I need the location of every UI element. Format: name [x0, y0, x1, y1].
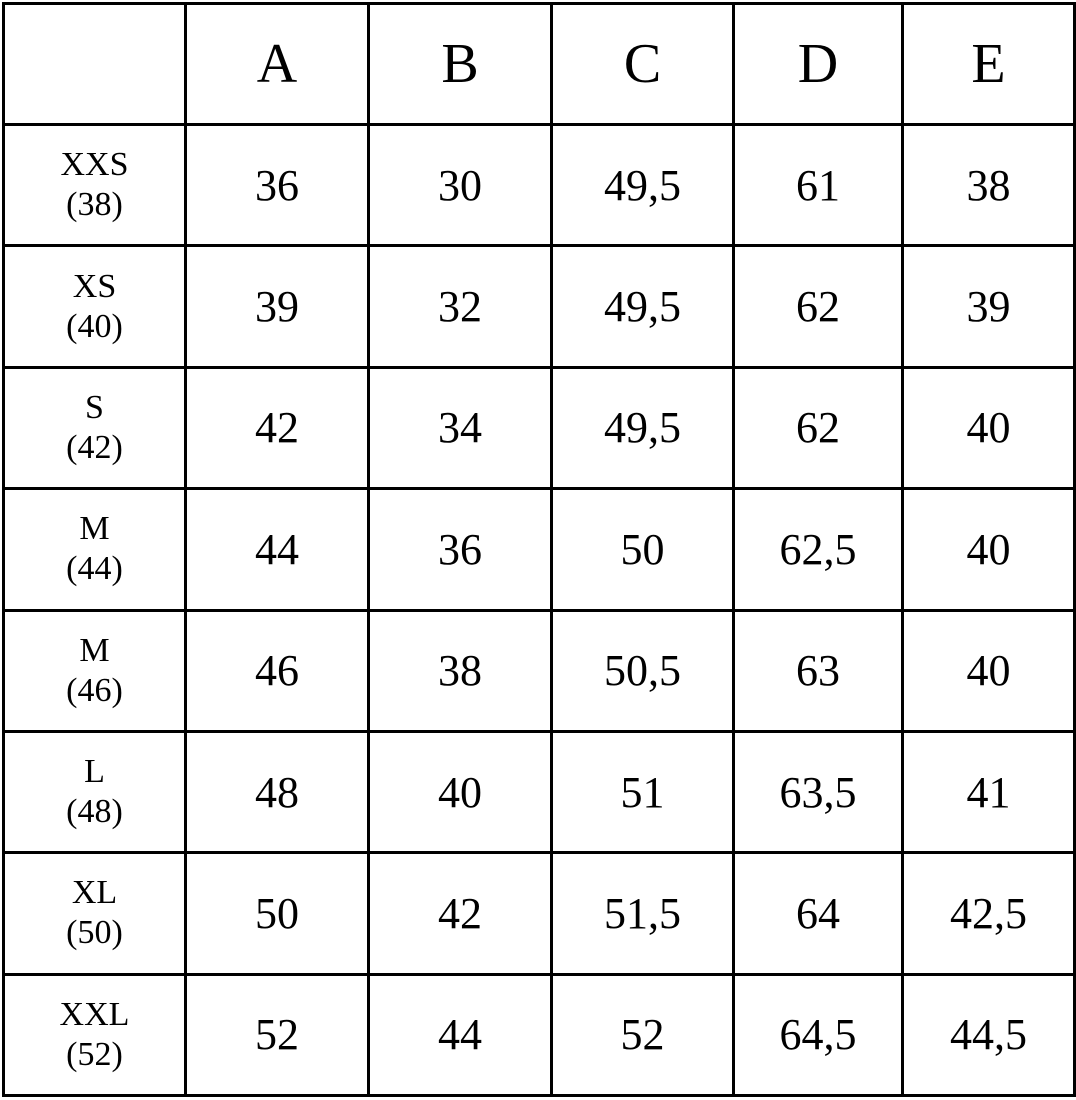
size-eu: (40) [66, 307, 123, 345]
size-label-cell [4, 246, 186, 367]
header-cell-e: E [903, 4, 1075, 125]
header-cell-a: A [186, 4, 369, 125]
value-cell-d: 64,5 [734, 974, 903, 1095]
value-cell-a: 44 [186, 489, 369, 610]
value-cell-c: 50,5 [552, 610, 734, 731]
size-eu: (48) [66, 793, 123, 831]
size-chart-table [2, 2, 1076, 1097]
size-name: M [79, 631, 110, 669]
size-name: XL [71, 874, 118, 912]
size-label-cell [4, 125, 186, 246]
value-cell-a: 42 [186, 367, 369, 488]
value-cell-a: 48 [186, 731, 369, 852]
value-cell-c: 51 [552, 731, 734, 852]
size-name: M [79, 510, 110, 548]
size-name: XXS [60, 146, 129, 184]
table-row [4, 610, 1075, 731]
value-cell-e: 40 [903, 610, 1075, 731]
value-cell-a: 36 [186, 125, 369, 246]
size-name: L [84, 753, 105, 791]
value-cell-c: 50 [552, 489, 734, 610]
size-eu: (50) [66, 914, 123, 952]
value-cell-c: 52 [552, 974, 734, 1095]
value-cell-c: 49,5 [552, 246, 734, 367]
size-label-cell [4, 731, 186, 852]
size-label-cell [4, 974, 186, 1095]
table-row [4, 125, 1075, 246]
value-cell-b: 44 [369, 974, 552, 1095]
size-label-cell [4, 489, 186, 610]
value-cell-e: 40 [903, 489, 1075, 610]
header-cell-c: C [552, 4, 734, 125]
value-cell-d: 63,5 [734, 731, 903, 852]
value-cell-e: 39 [903, 246, 1075, 367]
value-cell-b: 40 [369, 731, 552, 852]
table-row [4, 489, 1075, 610]
value-cell-c: 49,5 [552, 125, 734, 246]
header-cell-b: B [369, 4, 552, 125]
value-cell-b: 34 [369, 367, 552, 488]
value-cell-a: 52 [186, 974, 369, 1095]
size-eu: (52) [66, 1035, 123, 1073]
header-cell-corner [4, 4, 186, 125]
size-label-cell [4, 367, 186, 488]
table-row [4, 246, 1075, 367]
value-cell-e: 40 [903, 367, 1075, 488]
value-cell-a: 50 [186, 853, 369, 974]
value-cell-d: 63 [734, 610, 903, 731]
size-name: S [85, 388, 104, 426]
value-cell-b: 30 [369, 125, 552, 246]
header-row [4, 4, 1075, 125]
size-label-cell [4, 610, 186, 731]
value-cell-e: 38 [903, 125, 1075, 246]
value-cell-e: 41 [903, 731, 1075, 852]
value-cell-b: 36 [369, 489, 552, 610]
value-cell-a: 46 [186, 610, 369, 731]
value-cell-b: 38 [369, 610, 552, 731]
value-cell-a: 39 [186, 246, 369, 367]
size-name: XS [72, 267, 117, 305]
size-eu: (44) [66, 550, 123, 588]
size-name: XXL [59, 995, 130, 1033]
value-cell-e: 42,5 [903, 853, 1075, 974]
size-eu: (42) [66, 428, 123, 466]
value-cell-d: 62 [734, 246, 903, 367]
value-cell-e: 44,5 [903, 974, 1075, 1095]
size-eu: (38) [66, 186, 123, 224]
value-cell-d: 64 [734, 853, 903, 974]
value-cell-b: 42 [369, 853, 552, 974]
value-cell-d: 62 [734, 367, 903, 488]
table-row [4, 731, 1075, 852]
size-eu: (46) [66, 671, 123, 709]
table-row [4, 367, 1075, 488]
value-cell-d: 61 [734, 125, 903, 246]
value-cell-c: 49,5 [552, 367, 734, 488]
value-cell-d: 62,5 [734, 489, 903, 610]
header-cell-d: D [734, 4, 903, 125]
table-row [4, 853, 1075, 974]
size-label-cell [4, 853, 186, 974]
table-row [4, 974, 1075, 1095]
value-cell-c: 51,5 [552, 853, 734, 974]
value-cell-b: 32 [369, 246, 552, 367]
